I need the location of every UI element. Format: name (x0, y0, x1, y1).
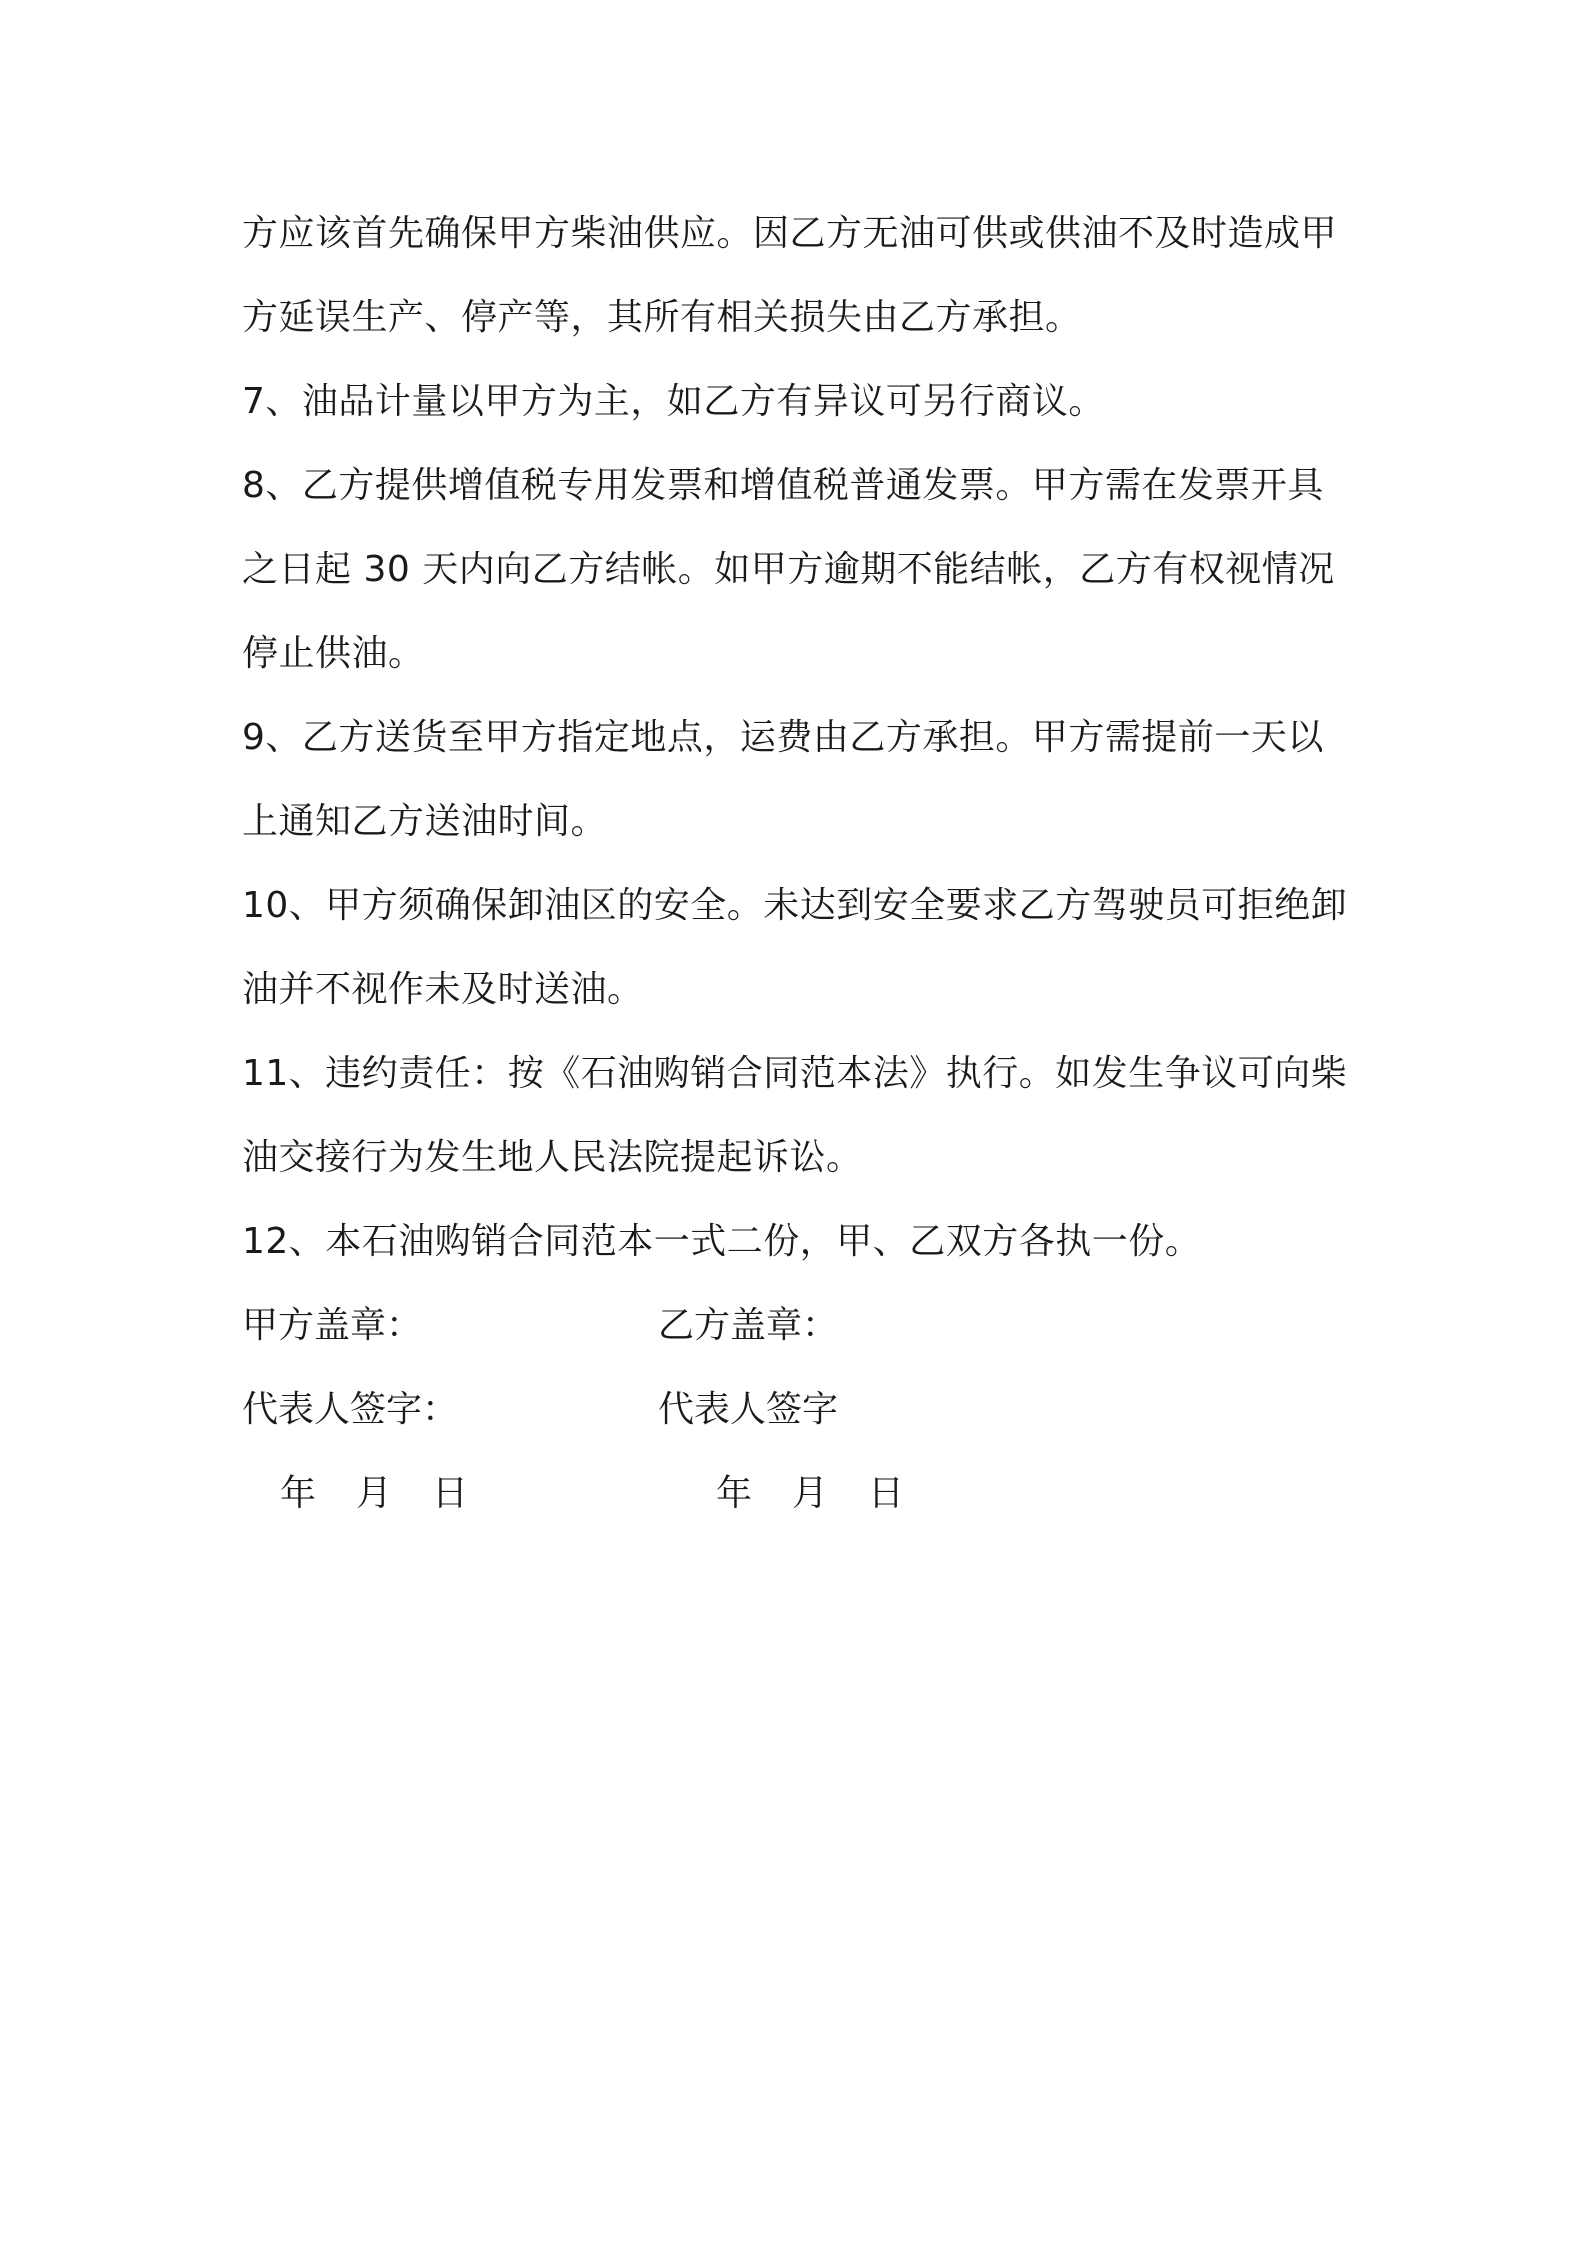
document-page (242, 192, 1362, 1536)
party-b-month: 月 (792, 1473, 829, 1514)
party-b-rep-label: 代表人签字 (658, 1389, 839, 1430)
clause-line: 方延误生产、停产等，其所有相关损失由乙方承担。 (242, 297, 1082, 338)
party-b-year: 年 (716, 1473, 753, 1514)
representative-row (242, 1368, 1362, 1452)
clause-8: 8、乙方提供增值税专用发票和增值税普通发票。甲方需在发票开具 (242, 465, 1324, 506)
clause-12: 12、本石油购销合同范本一式二份，甲、乙双方各执一份。 (242, 1221, 1202, 1262)
clause-8-cont: 停止供油。 (242, 633, 425, 674)
clause-11-cont: 油交接行为发生地人民法院提起诉讼。 (242, 1137, 863, 1178)
party-a-year: 年 (280, 1473, 317, 1514)
clause-9-cont: 上通知乙方送油时间。 (242, 801, 608, 842)
party-b-seal-label: 乙方盖章： (658, 1305, 839, 1346)
party-a-rep-label: 代表人签字： (242, 1389, 459, 1430)
party-a-day: 日 (432, 1473, 469, 1514)
clause-10-cont: 油并不视作未及时送油。 (242, 969, 644, 1010)
clause-8-cont: 之日起 30 天内向乙方结帐。如甲方逾期不能结帐，乙方有权视情况 (242, 549, 1335, 590)
seal-row (242, 1284, 1362, 1368)
date-row (242, 1452, 1362, 1536)
clause-9: 9、乙方送货至甲方指定地点，运费由乙方承担。甲方需提前一天以 (242, 717, 1324, 758)
clause-10: 10、甲方须确保卸油区的安全。未达到安全要求乙方驾驶员可拒绝卸 (242, 885, 1348, 926)
party-b-day: 日 (868, 1473, 905, 1514)
party-a-month: 月 (356, 1473, 393, 1514)
clause-7: 7、油品计量以甲方为主，如乙方有异议可另行商议。 (242, 381, 1105, 422)
party-a-seal-label: 甲方盖章： (242, 1305, 423, 1346)
clause-11: 11、违约责任：按《石油购销合同范本法》执行。如发生争议可向柴 (242, 1053, 1348, 1094)
clause-line: 方应该首先确保甲方柴油供应。因乙方无油可供或供油不及时造成甲 (242, 213, 1338, 254)
